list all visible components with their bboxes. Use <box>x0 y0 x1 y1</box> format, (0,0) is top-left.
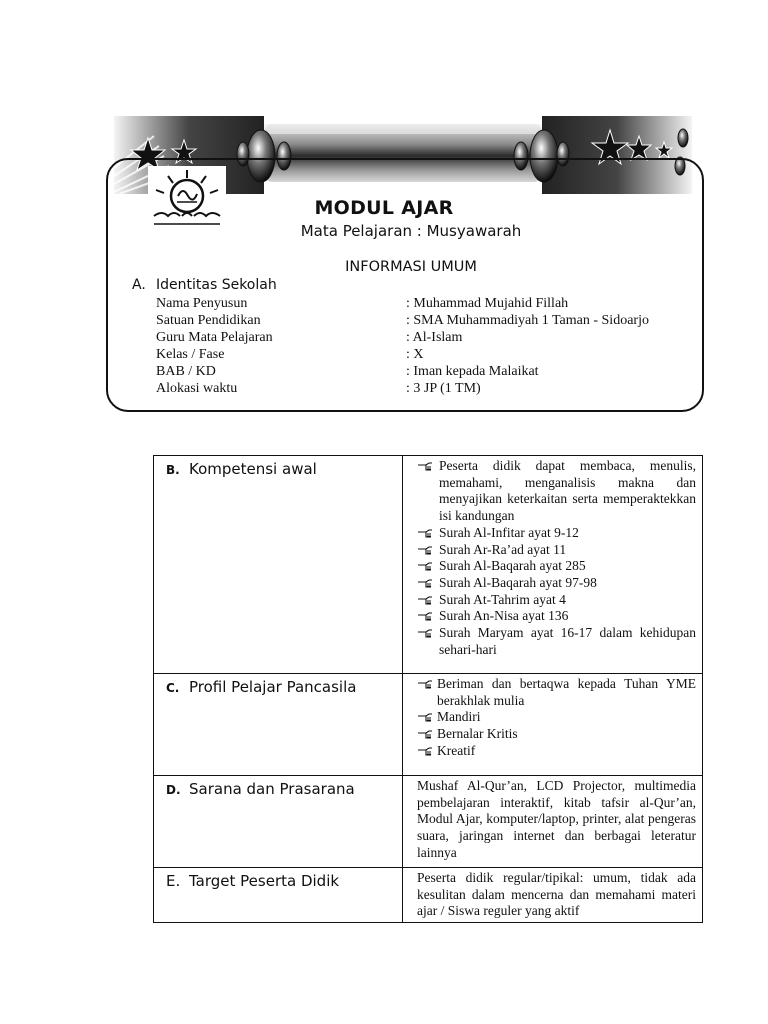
list-item: Surah Al-Baqarah ayat 285 <box>417 558 696 575</box>
identity-label: Kelas / Fase <box>156 347 225 362</box>
row-label: Target Peserta Didik <box>189 872 340 890</box>
identity-label: Satuan Pendidikan <box>156 313 261 328</box>
identity-value: : 3 JP (1 TM) <box>406 381 481 396</box>
row-text: Peserta didik regular/tipikal: umum, tidak ada kesulitan dalam mencerna dan memahami materi ajar / Siswa reguler yang aktif <box>417 870 696 919</box>
row-label-cell <box>154 868 403 923</box>
identity-value: : Iman kepada Malaikat <box>406 364 539 379</box>
pointing-hand-icon <box>417 461 433 471</box>
identity-row <box>156 363 696 380</box>
subject-subtitle: Mata Pelajaran : Musyawarah <box>300 222 522 240</box>
row-letter: C. <box>166 681 180 695</box>
list-item: Bernalar Kritis <box>417 726 696 743</box>
identity-letter: A. <box>132 277 146 293</box>
row-content-cell <box>403 674 703 776</box>
pointing-hand-icon <box>417 729 433 739</box>
pointing-hand-icon <box>417 679 433 689</box>
identity-row <box>156 312 696 329</box>
row-label: Sarana dan Prasarana <box>189 780 355 798</box>
row-letter: D. <box>166 783 181 797</box>
pointing-hand-icon <box>417 578 433 588</box>
identity-label: Nama Penyusun <box>156 296 248 311</box>
identity-heading <box>132 277 277 293</box>
table-row-sarana <box>154 776 703 868</box>
row-label: Kompetensi awal <box>189 460 317 478</box>
row-text: Mushaf Al-Qur’an, LCD Projector, multimedia pembelajaran interaktif, kitab tafsir al-Qur’an, Modul Ajar, komputer/laptop, printer, alat pengeras suara, jaringan internet dan berbagai leteratur lainnya <box>417 778 696 860</box>
table-row-kompetensi <box>154 456 703 674</box>
section-heading: INFORMASI UMUM <box>345 259 477 275</box>
row-label-cell <box>154 674 403 776</box>
table-row-target <box>154 868 703 923</box>
identity-row <box>156 380 696 397</box>
identity-row <box>156 295 696 312</box>
identity-list <box>156 295 696 397</box>
list-item: Surah Maryam ayat 16-17 dalam kehidupan sehari-hari <box>417 625 696 658</box>
identity-row <box>156 346 696 363</box>
module-table <box>153 455 703 923</box>
identity-row <box>156 329 696 346</box>
pointing-hand-icon <box>417 712 433 722</box>
pointing-hand-icon <box>417 545 433 555</box>
document-title: MODUL AJAR <box>314 197 454 219</box>
identity-value: : X <box>406 347 424 362</box>
list-item: Kreatif <box>417 743 696 760</box>
list-item: Surah Al-Infitar ayat 9-12 <box>417 525 696 542</box>
list-item: Surah Ar-Ra’ad ayat 11 <box>417 542 696 559</box>
identity-value: : Al-Islam <box>406 330 463 345</box>
pointing-hand-icon <box>417 746 433 756</box>
pointing-hand-icon <box>417 611 433 621</box>
identity-value: : Muhammad Mujahid Fillah <box>406 296 569 311</box>
row-label: Profil Pelajar Pancasila <box>189 678 357 696</box>
identity-label: BAB / KD <box>156 364 216 379</box>
row-content-cell <box>403 868 703 923</box>
pointing-hand-icon <box>417 628 433 638</box>
list-item: Surah An-Nisa ayat 136 <box>417 608 696 625</box>
list-item: Surah At-Tahrim ayat 4 <box>417 592 696 609</box>
pointing-hand-icon <box>417 595 433 605</box>
list-item: Peserta didik dapat membaca, menulis, memahami, menganalisis makna dan menyajikan keterkaitan serta memperaktekkan isi kandungan <box>417 458 696 525</box>
row-content-cell <box>403 776 703 868</box>
identity-heading-text: Identitas Sekolah <box>156 277 277 293</box>
row-content-cell <box>403 456 703 674</box>
pointing-hand-icon <box>417 528 433 538</box>
row-letter: E. <box>166 872 181 890</box>
list-item: Mandiri <box>417 709 696 726</box>
row-label-cell <box>154 456 403 674</box>
list-item: Surah Al-Baqarah ayat 97-98 <box>417 575 696 592</box>
row-label-cell <box>154 776 403 868</box>
table-row-profil <box>154 674 703 776</box>
pointing-hand-icon <box>417 561 433 571</box>
identity-value: : SMA Muhammadiyah 1 Taman - Sidoarjo <box>406 313 649 328</box>
identity-label: Alokasi waktu <box>156 381 238 396</box>
identity-label: Guru Mata Pelajaran <box>156 330 273 345</box>
list-item: Beriman dan bertaqwa kepada Tuhan YME berakhlak mulia <box>417 676 696 709</box>
row-letter: B. <box>166 463 180 477</box>
